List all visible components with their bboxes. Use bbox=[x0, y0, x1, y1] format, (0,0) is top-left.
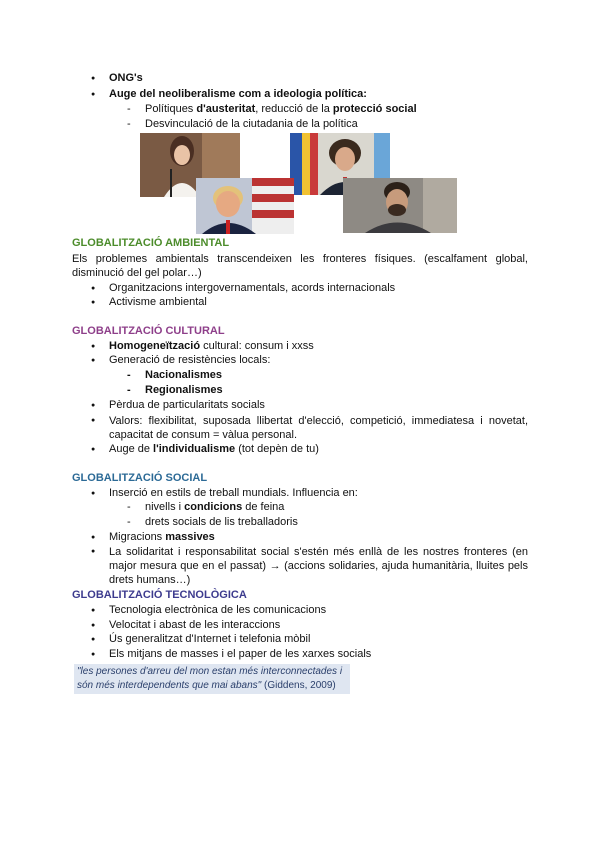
heading-social: GLOBALITZACIÓ SOCIAL bbox=[72, 472, 208, 484]
sublist-item-desvinculacio bbox=[145, 118, 358, 130]
politician-photo-4 bbox=[343, 178, 457, 233]
list-item bbox=[109, 487, 358, 499]
list-item-neoliberalisme bbox=[109, 88, 367, 100]
bold-text: d'austeritat bbox=[196, 103, 256, 115]
list-item bbox=[109, 296, 207, 308]
text: La solidaritat i responsabilitat social s'estén més enllà de les nostres fronteres (en major mesura que en el passat) → (accions solidaries, ajuda humanitària, lluites pels drets humans…) bbox=[109, 546, 528, 586]
quote-line-2 bbox=[77, 679, 347, 693]
text: Migracions bbox=[109, 531, 166, 543]
text: Tecnologia electrònica de les comunicacions bbox=[109, 604, 327, 616]
text: (tot depèn de tu) bbox=[235, 443, 319, 455]
list-item bbox=[109, 531, 215, 543]
list-item bbox=[109, 354, 270, 366]
heading-ambiental: GLOBALITZACIÓ AMBIENTAL bbox=[72, 237, 230, 249]
quote-text: són més interdependents que mai abans" bbox=[77, 680, 262, 691]
list-item bbox=[109, 633, 310, 645]
bold-text: Auge del neoliberalisme com a ideologia política: bbox=[109, 88, 367, 100]
text: Activisme ambiental bbox=[109, 296, 207, 308]
sublist-item-austeritat bbox=[145, 103, 417, 115]
bold-text: Nacionalismes bbox=[145, 369, 223, 381]
sublist-item bbox=[145, 384, 223, 396]
quote-line: "les persones d'arreu del mon estan més interconnectades i bbox=[77, 666, 343, 677]
text: Ús generalitzat d'Internet i telefonia mòbil bbox=[109, 633, 311, 645]
list-item bbox=[109, 340, 314, 352]
text: Pèrdua de particularitats socials bbox=[109, 399, 265, 411]
list-item bbox=[109, 443, 319, 455]
bold-text: protecció social bbox=[332, 103, 417, 115]
list-item bbox=[109, 545, 528, 587]
politician-photo-3 bbox=[196, 178, 294, 234]
sublist-item bbox=[145, 369, 222, 381]
list-item bbox=[109, 604, 326, 616]
ambiental-paragraph: Els problemes ambientals transcendeixen les fronteres físiques. (escalfament global, disminució del gel polar…) bbox=[72, 253, 528, 279]
list-item-ongs bbox=[109, 72, 143, 84]
text: Polítiques bbox=[145, 103, 197, 115]
bold-text: l'individualisme bbox=[153, 443, 236, 455]
text: Els mitjans de masses i el paper de les xarxes socials bbox=[109, 648, 372, 660]
heading-tecnologica: GLOBALITZACIÓ TECNOLÒGICA bbox=[72, 589, 247, 601]
giddens-quote bbox=[74, 664, 350, 694]
list-item bbox=[109, 619, 280, 631]
heading-cultural: GLOBALITZACIÓ CULTURAL bbox=[72, 325, 225, 337]
bold-text: Homogeneïtzació bbox=[109, 340, 201, 352]
text: Desvinculació de la ciutadania de la política bbox=[145, 118, 358, 130]
bold-text: Regionalismes bbox=[145, 384, 223, 396]
text: nivells i bbox=[145, 501, 185, 513]
text: Generació de resistències locals: bbox=[109, 354, 271, 366]
text: de feina bbox=[242, 501, 285, 513]
text: Velocitat i abast de les interaccions bbox=[109, 619, 281, 631]
bold-text: condicions bbox=[184, 501, 243, 513]
list-item bbox=[109, 399, 265, 411]
text: Valors: flexibilitat, suposada llibertat d'elecció, competició, immediatesa i novetat, capacitat de consum = vàlua personal. bbox=[109, 415, 528, 441]
text: Auge de bbox=[109, 443, 154, 455]
text: Organitzacions intergovernamentals, acords internacionals bbox=[109, 282, 396, 294]
text: , reducció de la bbox=[255, 103, 333, 115]
bold-text: ONG's bbox=[109, 72, 143, 84]
quote-citation: (Giddens, 2009) bbox=[261, 680, 336, 691]
list-item bbox=[109, 648, 371, 660]
list-item bbox=[109, 282, 395, 294]
text: cultural: consum i xxss bbox=[200, 340, 314, 352]
list-item bbox=[109, 414, 528, 442]
text: Inserció en estils de treball mundials. Influencia en: bbox=[109, 487, 358, 499]
sublist-item bbox=[145, 501, 284, 513]
text: drets socials de lis treballadoris bbox=[145, 516, 298, 528]
sublist-item bbox=[145, 516, 298, 528]
bold-text: massives bbox=[165, 531, 215, 543]
